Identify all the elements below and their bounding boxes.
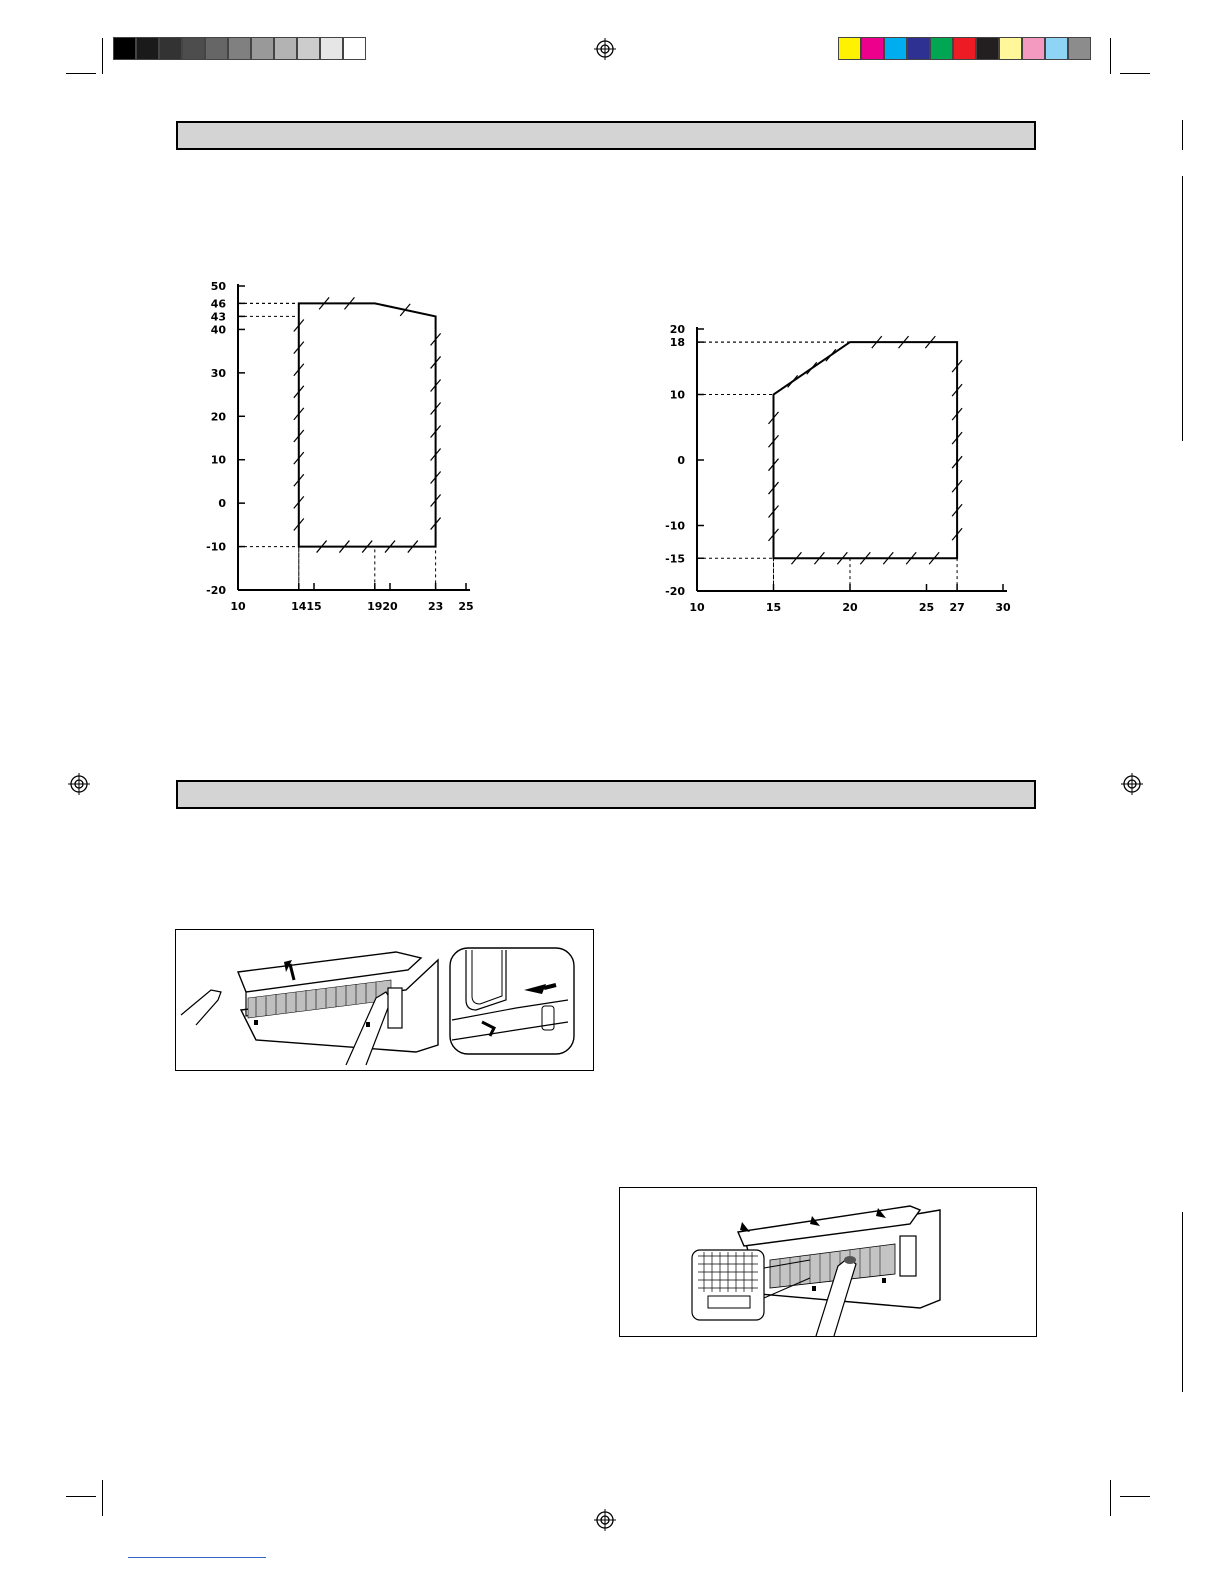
calibration-swatch: [136, 37, 159, 60]
y-tick-label: 10: [210, 453, 226, 467]
x-tick-label: 25: [918, 601, 935, 614]
calibration-swatch: [999, 37, 1022, 60]
section-header-bar-operating-range: [176, 121, 1036, 150]
crop-mark: [102, 1480, 103, 1516]
y-tick-label: -20: [665, 585, 685, 598]
calibration-swatch: [320, 37, 343, 60]
front-panel-removal-illustration: [176, 930, 593, 1070]
calibration-swatch: [205, 37, 228, 60]
x-tick-label: 10: [230, 600, 246, 613]
calibration-swatch: [228, 37, 251, 60]
calibration-swatch: [1045, 37, 1068, 60]
y-tick-label: -15: [665, 552, 685, 566]
y-tick-label: 30: [210, 366, 226, 380]
page-edge-line: [1182, 120, 1183, 150]
calibration-swatch: [297, 37, 320, 60]
y-tick-label: 18: [669, 336, 685, 350]
calibration-swatch: [838, 37, 861, 60]
y-tick-label: 43: [210, 310, 226, 324]
registration-mark-icon: [68, 773, 90, 795]
x-tick-label: 20: [842, 601, 858, 614]
x-tick-label: 25: [458, 600, 474, 613]
calibration-swatch: [976, 37, 999, 60]
y-tick-label: 20: [669, 323, 685, 336]
x-tick-label: 15: [306, 600, 322, 613]
x-tick-label: 10: [689, 601, 705, 614]
y-tick-label: -20: [206, 584, 226, 597]
operating-range-chart-heating: [655, 318, 1025, 618]
operating-range-chart-cooling: [200, 275, 490, 620]
registration-mark-icon: [594, 1509, 616, 1531]
air-filter-removal-illustration: [620, 1188, 1036, 1336]
y-tick-label: -10: [206, 540, 226, 554]
calibration-swatch: [251, 37, 274, 60]
section-header-bar-maintenance: [176, 780, 1036, 809]
x-tick-label: 14: [291, 600, 307, 613]
calibration-swatch: [274, 37, 297, 60]
operating-region: [299, 303, 436, 546]
page-edge-line: [1182, 1212, 1183, 1392]
y-tick-label: 0: [218, 497, 226, 511]
y-tick-label: 0: [677, 454, 685, 467]
x-tick-label: 23: [427, 600, 444, 613]
calibration-swatch: [884, 37, 907, 60]
page-edge-line: [1182, 176, 1183, 441]
calibration-swatch: [930, 37, 953, 60]
y-tick-label: 40: [210, 323, 226, 337]
registration-mark-icon: [1121, 773, 1143, 795]
y-tick-label: 50: [210, 280, 226, 293]
x-tick-label: 19: [367, 600, 383, 613]
x-tick-label: 15: [765, 601, 782, 614]
calibration-swatch: [907, 37, 930, 60]
footer-underline: [128, 1557, 266, 1558]
x-tick-label: 27: [949, 601, 965, 614]
y-tick-label: -10: [665, 519, 685, 533]
filter-illustration-box: [619, 1187, 1037, 1337]
calibration-swatch: [343, 37, 366, 60]
crop-mark: [1110, 38, 1111, 74]
y-tick-label: 20: [210, 410, 226, 424]
crop-mark: [1110, 1480, 1111, 1516]
calibration-swatch: [953, 37, 976, 60]
operating-region: [774, 342, 958, 558]
y-tick-label: 46: [210, 297, 226, 311]
calibration-swatch: [1068, 37, 1091, 60]
crop-mark: [66, 73, 96, 74]
crop-mark: [1120, 73, 1150, 74]
y-tick-label: 10: [669, 388, 685, 402]
front-panel-illustration-box: [175, 929, 594, 1071]
calibration-swatch: [1022, 37, 1045, 60]
calibration-swatch: [159, 37, 182, 60]
calibration-swatch: [182, 37, 205, 60]
registration-mark-icon: [594, 38, 616, 60]
crop-mark: [66, 1496, 96, 1497]
crop-mark: [102, 38, 103, 74]
x-tick-label: 30: [995, 601, 1011, 614]
calibration-swatch: [861, 37, 884, 60]
x-tick-label: 20: [382, 600, 398, 613]
calibration-swatch: [113, 37, 136, 60]
crop-mark: [1120, 1496, 1150, 1497]
